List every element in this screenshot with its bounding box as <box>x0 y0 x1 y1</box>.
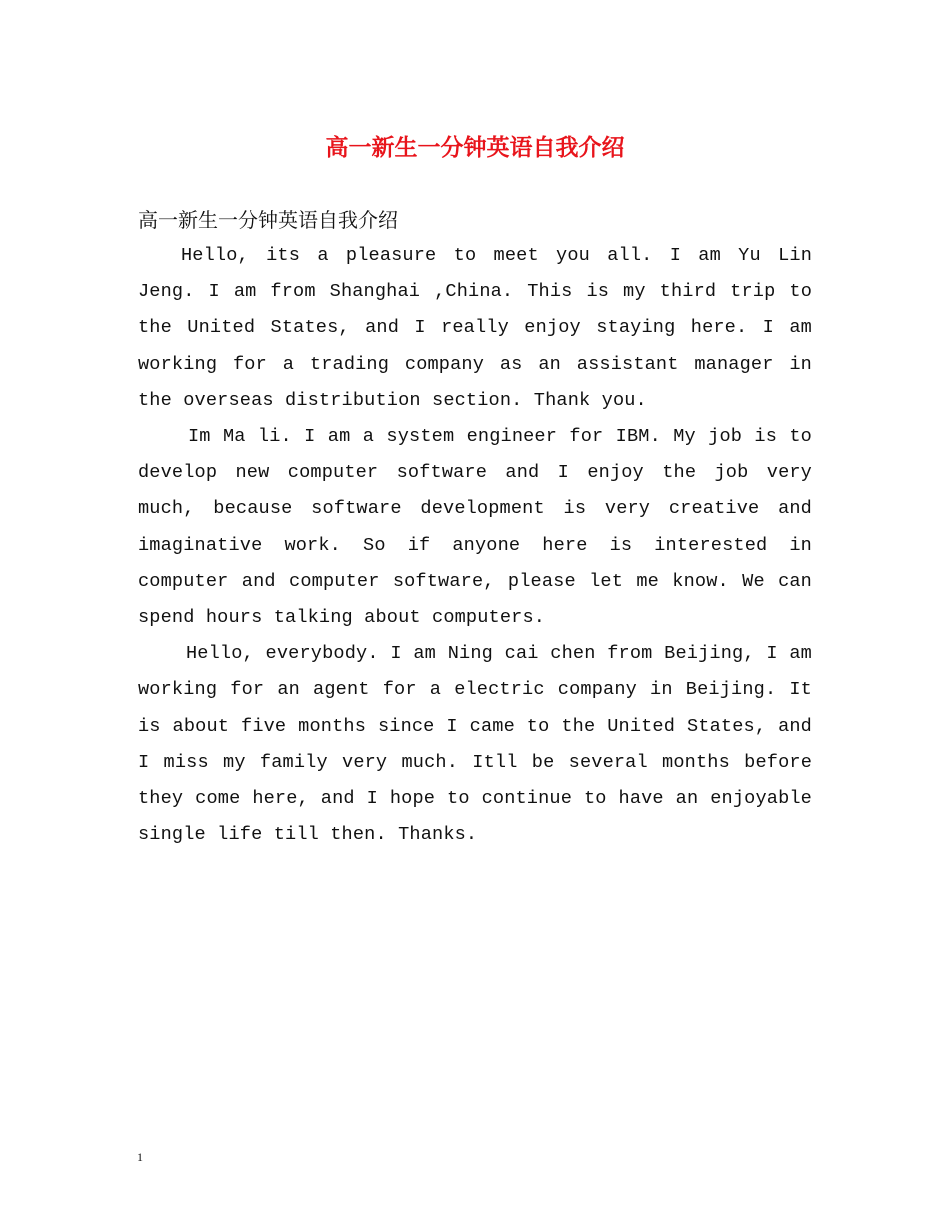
page-number: 1 <box>137 1150 143 1164</box>
document-title: 高一新生一分钟英语自我介绍 <box>325 134 625 161</box>
paragraph-3: Hello, everybody. I am Ning cai chen from Beijing, I am working for an agent for a electric company in Beijing. It is about five months since I came to the United States, and I miss my family very much. Itll be several months before they come here, and I hope to continue to have an enjoyable single life till then. Thanks. <box>138 643 812 846</box>
paragraph-2: Im Ma li. I am a system engineer for IBM. My job is to develop new computer software and I enjoy the job very much, because software development is very creative and imaginative work. So if anyone here is interested in computer and computer software, please let me know. We can spend hours talking about computers. <box>138 426 812 629</box>
document-body <box>138 238 812 853</box>
paragraph-1: Hello, its a pleasure to meet you all. I am Yu Lin Jeng. I am from Shanghai ,China. This is my third trip to the United States, and I really enjoy staying here. I am working for a trading company as an assistant manager in the overseas distribution section. Thank you. <box>138 245 812 411</box>
document-subtitle: 高一新生一分钟英语自我介绍 <box>138 208 398 232</box>
